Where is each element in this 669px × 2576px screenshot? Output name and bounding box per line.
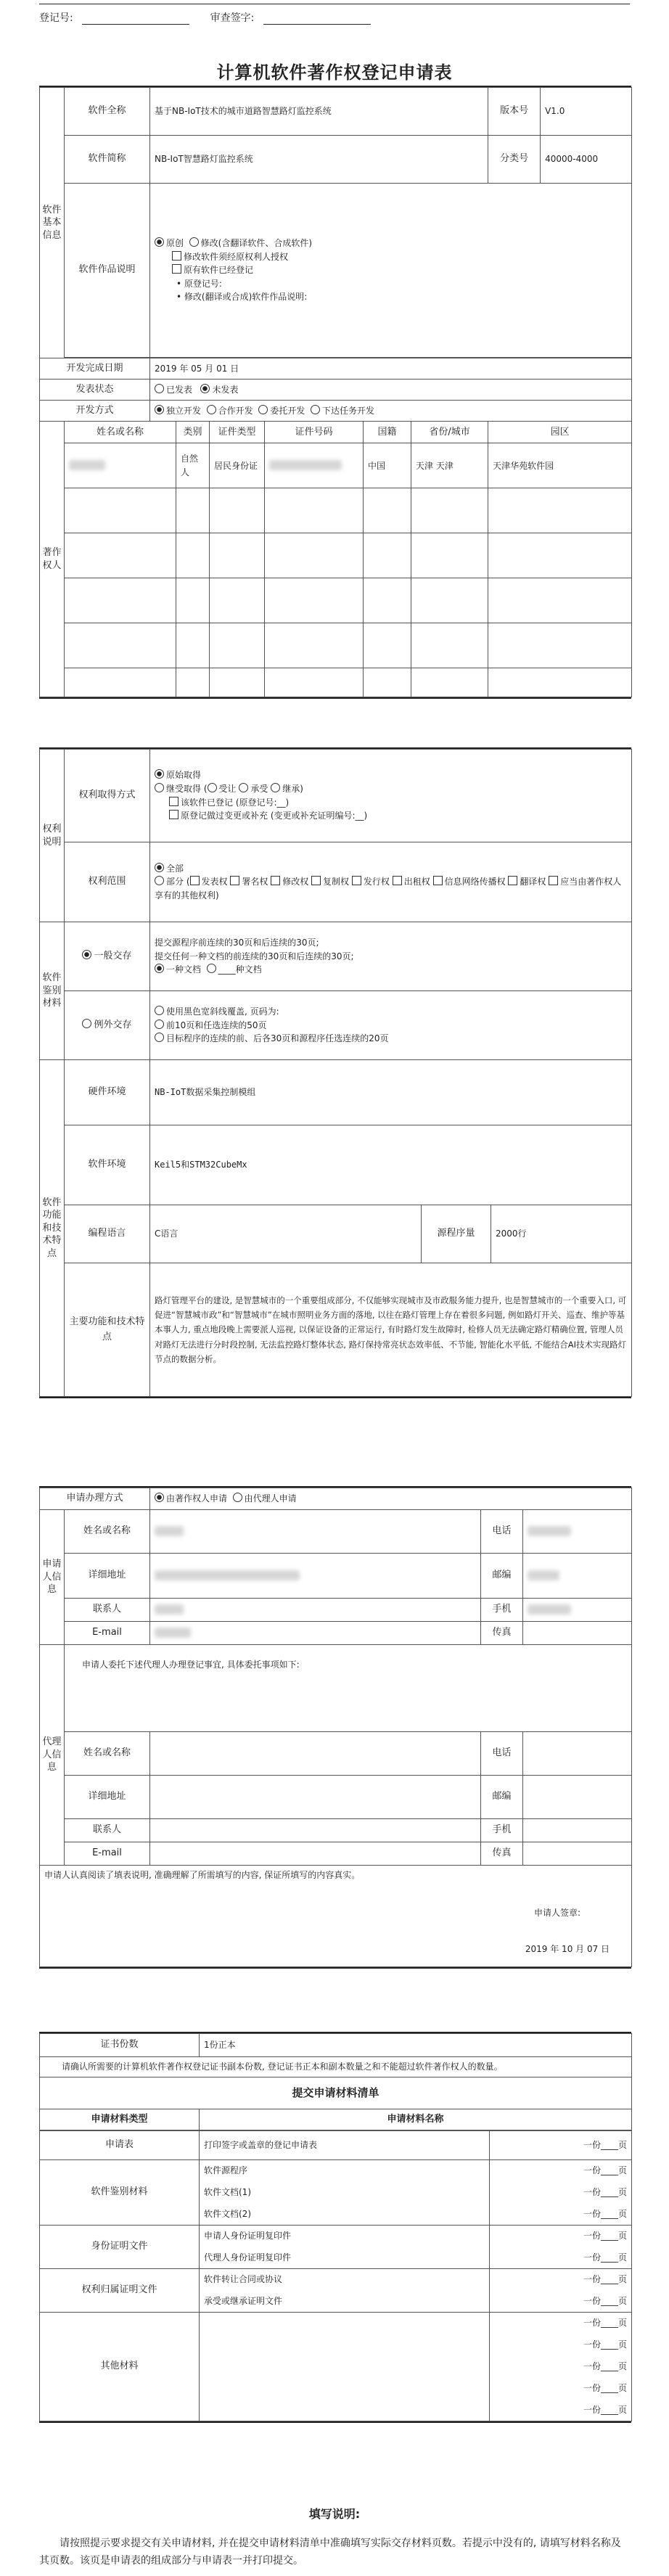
general-deposit-cell <box>65 922 150 991</box>
material-copies[interactable] <box>490 2399 632 2421</box>
table-row <box>40 578 632 623</box>
general-label: 一般交存 <box>94 950 132 961</box>
material-name: 承受或继承证明文件 <box>200 2290 490 2312</box>
declaration-cell <box>40 1866 632 1967</box>
owner-idno-redacted[interactable] <box>265 443 364 488</box>
footer-text: 请按照提示要求提交有关申请材料, 并在提交申请材料清单中准确填写实际交存材料页数。若提示中没有的, 请填写材料名称及其页数。该页是申请表的组成部分与申请表一并打印提交。 <box>39 2538 621 2567</box>
dev-mode-cell <box>150 401 632 422</box>
material-copies[interactable] <box>490 2377 632 2399</box>
owner-col-nationality: 国籍 <box>364 422 411 443</box>
sheet-software-info <box>39 86 631 699</box>
scope-item: 信息网络传播权 <box>444 877 506 887</box>
general-radio[interactable] <box>82 950 91 959</box>
sw-section-label: 软件基本信息 <box>40 88 65 358</box>
page-title: 计算机软件著作权登记申请表 <box>216 62 453 83</box>
page-unit: 页 <box>617 2274 627 2285</box>
copies-label: 证书份数 <box>40 2034 200 2057</box>
hw-value[interactable]: NB-IoT数据采集控制模组 <box>150 1060 632 1125</box>
independent-label: 独立开发 <box>166 406 202 417</box>
top-rule <box>39 0 630 4</box>
lines-value[interactable]: 2000行 <box>491 1205 632 1263</box>
agent-intro: 申请人委托下述代理人办理登记事宜, 具体委托事项如下: <box>65 1645 632 1732</box>
material-type: 申请表 <box>40 2130 200 2159</box>
transfer-radio[interactable] <box>208 783 217 792</box>
page-unit: 页 <box>617 2140 627 2151</box>
material-row <box>40 2159 632 2181</box>
owner-col-category: 类别 <box>176 422 210 443</box>
sign-date: 2019 年 10 月 07 日 <box>525 1944 610 1954</box>
material-row <box>40 2268 632 2290</box>
material-copies[interactable] <box>490 2225 632 2247</box>
scope-label: 权利范围 <box>65 842 150 922</box>
reg-no-field[interactable] <box>82 14 189 25</box>
material-name: 软件转让合同或协议 <box>200 2268 490 2290</box>
page-unit: 页 <box>617 2383 627 2394</box>
sw-env-label: 软件环境 <box>65 1125 150 1205</box>
page-blank[interactable]: ____ <box>600 2140 618 2151</box>
material-type: 权利归属证明文件 <box>40 2268 200 2312</box>
owner-name-redacted[interactable] <box>65 443 176 488</box>
agent-zip-label: 邮编 <box>481 1776 523 1819</box>
dev-mode-label: 开发方式 <box>40 401 150 422</box>
page-unit: 页 <box>617 2231 627 2241</box>
one-doc-radio[interactable] <box>155 964 164 973</box>
copy-unit: 一份 <box>583 2274 601 2285</box>
material-type: 其他材料 <box>40 2312 200 2421</box>
material-copies[interactable] <box>490 2312 632 2334</box>
material-name <box>200 2377 490 2399</box>
owner-park[interactable]: 天津华苑软件园 <box>488 443 632 488</box>
change-label: 原登记做过变更或补充 (变更或补充证明编号:__) <box>181 811 368 821</box>
app-name-value[interactable] <box>150 1510 481 1554</box>
agent-contact-value[interactable] <box>150 1819 481 1842</box>
material-copies[interactable] <box>490 2268 632 2290</box>
list-col-type: 申请材料类型 <box>40 2109 200 2130</box>
copy-unit: 一份 <box>583 2404 601 2415</box>
inherit-acquire-label: 继受取得 <box>166 783 202 794</box>
material-name: 申请人身份证明复印件 <box>200 2225 490 2247</box>
orig-reg-no-label: • 原登记号: <box>176 278 222 289</box>
except-text-2: 前10页和任选连续的50页 <box>166 1020 267 1030</box>
hw-label: 硬件环境 <box>65 1060 150 1125</box>
page-blank[interactable]: ____ <box>600 2339 618 2350</box>
except-deposit-cell <box>65 991 150 1060</box>
acquire-label: 权利取得方式 <box>65 750 150 842</box>
agent-addr-value[interactable] <box>150 1776 481 1819</box>
table-row <box>40 533 632 578</box>
unpublished-label: 未发表 <box>212 384 239 395</box>
scope-item: 发行权 <box>363 877 390 887</box>
page-unit: 页 <box>617 2165 627 2176</box>
change-checkbox[interactable] <box>169 810 178 819</box>
main-feature-value[interactable]: 路灯管理平台的建设, 是智慧城市的一个重要组成部分, 不仅能够实现城市及市政服务能力提升, 也是智慧城市的一个重要入口, 可促进“智慧城市政”和“智慧城市”在城市照明业务方面的落地, 以往在路灯管理上存在着很多问题, 例如路灯开关、巡查、维护等基本事人力, 重点地段晚上需要派人巡视, 以保证设备的正常运行, 有时路灯发生故障时, 检修人员无法确定路灯精确位置, 管理人员对路灯无法进行分时段控制, 无法监控路灯整体状态, 路灯保持常亮状态效率低、不节能, 智能化水平低, 不能结合AI技术实现路灯节点的数据分析。 <box>150 1263 632 1397</box>
copy-unit: 一份 <box>583 2318 601 2329</box>
copy-unit: 一份 <box>583 2361 601 2372</box>
scope-part-label: 部分 <box>166 877 184 887</box>
agent-email-label: E-mail <box>65 1842 150 1866</box>
agent-mobile-value[interactable] <box>523 1819 632 1842</box>
except-deposit-text <box>150 991 632 1060</box>
scope-item: 出租权 <box>403 877 430 887</box>
app-phone-value[interactable] <box>523 1510 632 1554</box>
scope-all-label: 全部 <box>166 863 184 874</box>
material-copies[interactable] <box>490 2355 632 2377</box>
page-unit: 页 <box>617 2318 627 2329</box>
ident-section-label: 软件鉴别材料 <box>40 922 65 1060</box>
copy-unit: 一份 <box>583 2208 601 2219</box>
general-text-2: 提交任何一种文档的前连续的30页和后连续的30页; <box>155 951 354 961</box>
by-agent-radio[interactable] <box>233 1493 242 1502</box>
material-copies[interactable] <box>490 2290 632 2312</box>
owner-city[interactable]: 天津 天津 <box>411 443 488 488</box>
except-radio[interactable] <box>82 1019 91 1028</box>
app-name-label: 姓名或名称 <box>65 1510 150 1554</box>
general-text-1: 提交源程序前连续的30页和后连续的30页; <box>155 938 319 948</box>
work-desc-cell <box>150 184 632 358</box>
table-row <box>40 488 632 533</box>
except-label: 例外交存 <box>94 1019 132 1030</box>
scope-item-checkbox[interactable] <box>190 876 200 885</box>
scope-item-checkbox[interactable] <box>230 876 239 885</box>
material-copies[interactable] <box>490 2130 632 2159</box>
scope-part-radio[interactable] <box>155 876 164 885</box>
sign-label: 申请人签章: <box>534 1908 581 1918</box>
agent-fax-value[interactable] <box>523 1842 632 1866</box>
material-name <box>200 2312 490 2334</box>
acquire-cell: 原始取得 继受取得 ( 受让 承受 继承) 该软件已登记 (原登记号:__) 原登记做过变更或补充 (变更或补充证明编号:__) <box>150 750 632 842</box>
sheet-certificate <box>39 2032 631 2423</box>
page-blank[interactable]: ____ <box>600 2383 618 2394</box>
material-copies[interactable] <box>490 2181 632 2203</box>
version-label: 版本号 <box>488 88 541 136</box>
scope-item: 发表权 <box>201 877 228 887</box>
page-unit: 页 <box>617 2339 627 2350</box>
app-fax-label: 传真 <box>481 1622 523 1645</box>
original-acquire-radio[interactable] <box>155 769 164 779</box>
inheritance-radio[interactable] <box>271 783 280 792</box>
agent-name-value[interactable] <box>150 1732 481 1776</box>
material-name <box>200 2355 490 2377</box>
material-name: 软件文档(1) <box>200 2181 490 2203</box>
agent-zip-value[interactable] <box>523 1776 632 1819</box>
registered-label: 原有软件已经登记 <box>184 265 254 276</box>
original-radio[interactable] <box>155 237 164 247</box>
page-unit: 页 <box>617 2295 627 2306</box>
review-sig-label: 审查签字: <box>210 12 255 24</box>
published-radio[interactable] <box>155 384 164 393</box>
except-opt3-radio[interactable] <box>155 1033 164 1042</box>
scope-item-checkbox[interactable] <box>311 876 321 885</box>
modified-radio[interactable] <box>189 237 199 247</box>
page-blank[interactable]: ____ <box>600 2361 618 2372</box>
scope-cell: 全部 部分 ( 发表权 署名权 修改权 复制权 发行权 出租权 信息网络传播权 翻译权 应当由著作权人享有的其他权利) <box>150 842 632 922</box>
commissioned-radio[interactable] <box>258 405 268 414</box>
owner-nationality[interactable]: 中国 <box>364 443 411 488</box>
copy-unit: 一份 <box>583 2252 601 2263</box>
material-name: 软件文档(2) <box>200 2203 490 2225</box>
already-reg-checkbox[interactable] <box>169 797 178 806</box>
category-label: 分类号 <box>488 136 541 184</box>
table-row <box>40 443 632 488</box>
table-row <box>40 623 632 668</box>
owner-category[interactable]: 自然人 <box>176 443 210 488</box>
app-phone-label: 电话 <box>481 1510 523 1554</box>
category-value[interactable]: 40000-4000 <box>541 136 632 184</box>
cooperative-label: 合作开发 <box>218 406 253 417</box>
version-value[interactable]: V1.0 <box>541 88 632 136</box>
material-name: 代理人身份证明复印件 <box>200 2247 490 2268</box>
sheet-rights <box>39 747 631 1398</box>
publish-label: 发表状态 <box>40 380 150 401</box>
material-copies[interactable] <box>490 2159 632 2181</box>
page-unit: 页 <box>617 2361 627 2372</box>
page-blank[interactable]: ____ <box>600 2165 618 2176</box>
scope-item-checkbox[interactable] <box>352 876 361 885</box>
material-copies[interactable] <box>490 2247 632 2268</box>
scope-item-checkbox[interactable] <box>433 876 443 885</box>
lines-label: 源程序量 <box>422 1205 491 1263</box>
agent-mobile-label: 手机 <box>481 1819 523 1842</box>
copy-unit: 一份 <box>583 2140 601 2151</box>
succession-label: 承受 <box>250 783 268 794</box>
owner-idtype[interactable]: 居民身份证 <box>210 443 265 488</box>
agent-contact-label: 联系人 <box>65 1819 150 1842</box>
material-table <box>39 2130 632 2421</box>
scope-item: 署名权 <box>242 877 268 887</box>
page-blank[interactable]: ____ <box>600 2252 618 2263</box>
one-doc-label: 一种文档 <box>166 964 202 975</box>
cooperative-radio[interactable] <box>207 405 216 414</box>
registered-checkbox[interactable] <box>172 264 181 274</box>
sw-env-value[interactable]: Keil5和STM32CubeMx <box>150 1125 632 1205</box>
app-addr-label: 详细地址 <box>65 1554 150 1599</box>
sheet-applicant <box>39 1486 631 1969</box>
list-col-name: 申请材料名称 <box>200 2109 632 2130</box>
independent-radio[interactable] <box>155 405 164 414</box>
owner-col-name: 姓名或名称 <box>65 422 176 443</box>
copies-value[interactable]: 1份正本 <box>200 2034 632 2057</box>
mode-cell <box>150 1488 632 1510</box>
owner-col-city: 省份/城市 <box>411 422 488 443</box>
material-copies[interactable] <box>490 2334 632 2355</box>
original-acquire-label: 原始取得 <box>166 770 202 781</box>
page-blank[interactable]: ____ <box>600 2274 618 2285</box>
rights-section-label: 权利说明 <box>40 750 65 922</box>
page-blank[interactable]: ____ <box>600 2208 618 2219</box>
reg-no-label: 登记号: <box>39 12 73 24</box>
app-fax-value[interactable] <box>523 1622 632 1645</box>
owner-col-park: 园区 <box>488 422 632 443</box>
multi-doc-radio[interactable] <box>207 964 216 973</box>
page-unit: 页 <box>617 2208 627 2219</box>
scope-item: 应当由著作权人享有的其他权利 <box>155 877 622 901</box>
copy-unit: 一份 <box>583 2383 601 2394</box>
page-unit: 页 <box>617 2252 627 2263</box>
scope-item-checkbox[interactable] <box>271 876 280 885</box>
except-opt1-radio[interactable] <box>155 1006 164 1015</box>
owner-section-label: 著作权人 <box>40 422 65 697</box>
agent-addr-label: 详细地址 <box>65 1776 150 1819</box>
app-contact-value[interactable] <box>150 1599 481 1622</box>
general-deposit-text: 提交源程序前连续的30页和后连续的30页; 提交任何一种文档的前连续的30页和后连续的30页; 一种文档 ____种文档 <box>150 922 632 991</box>
page-blank[interactable]: ____ <box>600 2187 618 2198</box>
material-name: 软件源程序 <box>200 2159 490 2181</box>
agent-section-label: 代理人信息 <box>40 1645 65 1866</box>
scope-item-checkbox[interactable] <box>508 876 517 885</box>
material-copies[interactable] <box>490 2203 632 2225</box>
transfer-label: 受让 <box>218 783 237 794</box>
full-name-value[interactable]: 基于NB-IoT技术的城市道路智慧路灯监控系统 <box>150 88 488 136</box>
short-name-value[interactable]: NB-IoT智慧路灯监控系统 <box>150 136 488 184</box>
unpublished-radio[interactable] <box>200 384 210 393</box>
material-row <box>40 2312 632 2334</box>
succession-radio[interactable] <box>239 783 248 792</box>
app-zip-label: 邮编 <box>481 1554 523 1599</box>
copy-unit: 一份 <box>583 2231 601 2241</box>
agent-fax-label: 传真 <box>481 1842 523 1866</box>
scope-item: 翻译权 <box>520 877 546 887</box>
full-name-label: 软件全称 <box>65 88 150 136</box>
scope-item: 修改权 <box>282 877 309 887</box>
dev-date-label: 开发完成日期 <box>40 358 150 380</box>
mode-label: 申请办理方式 <box>40 1488 150 1510</box>
scope-item: 复制权 <box>323 877 350 887</box>
material-name: 打印签字或盖章的登记申请表 <box>200 2130 490 2159</box>
agent-phone-label: 电话 <box>481 1732 523 1776</box>
app-mobile-value[interactable] <box>523 1599 632 1622</box>
assigned-label: 下达任务开发 <box>321 406 374 417</box>
app-contact-label: 联系人 <box>65 1599 150 1622</box>
material-name <box>200 2334 490 2355</box>
material-name <box>200 2399 490 2421</box>
copies-note: 请确认所需要的计算机软件著作权登记证书副本份数, 登记证书正本和副本数量之和不能超过软件著作权人的数量。 <box>40 2057 632 2077</box>
copy-unit: 一份 <box>583 2187 601 2198</box>
list-title: 提交申请材料清单 <box>40 2077 632 2109</box>
agent-email-value[interactable] <box>150 1842 481 1866</box>
agent-name-label: 姓名或名称 <box>65 1732 150 1776</box>
published-label: 已发表 <box>166 384 193 395</box>
except-text-1: 使用黑色宽斜线覆盖, 页码为: <box>166 1006 279 1017</box>
except-opt2-radio[interactable] <box>155 1020 164 1029</box>
declaration-text: 申请人认真阅读了填表说明, 准确理解了所需填写的内容, 保证所填写的内容真实。 <box>44 1870 361 1880</box>
by-owner-label: 由著作权人申请 <box>166 1493 228 1504</box>
copy-unit: 一份 <box>583 2339 601 2350</box>
page-blank[interactable]: ____ <box>600 2231 618 2241</box>
page-blank[interactable]: ____ <box>600 2295 618 2306</box>
assigned-radio[interactable] <box>311 405 320 414</box>
original-label: 原创 <box>166 238 184 249</box>
app-zip-value[interactable] <box>523 1554 632 1599</box>
mod-desc-label: • 修改(翻译或合成)软件作品说明: <box>176 292 308 303</box>
auth-checkbox[interactable] <box>172 251 181 261</box>
except-text-3: 目标程序的连续的前、后各30页和源程序任选连续的20页 <box>166 1033 389 1044</box>
commissioned-label: 委托开发 <box>270 406 305 417</box>
work-desc-label: 软件作品说明 <box>65 184 150 358</box>
lang-value[interactable]: C语言 <box>150 1205 422 1263</box>
page-blank[interactable]: ____ <box>600 2318 618 2329</box>
copy-unit: 一份 <box>583 2165 601 2176</box>
scope-all-radio[interactable] <box>155 863 164 872</box>
already-reg-label: 该软件已登记 (原登记号:__) <box>181 797 290 808</box>
owner-col-idtype: 证件类型 <box>210 422 265 443</box>
short-name-label: 软件简称 <box>65 136 150 184</box>
by-agent-label: 由代理人申请 <box>244 1493 297 1504</box>
multi-doc-label: 种文档 <box>235 964 262 975</box>
inheritance-label: 继承 <box>282 783 300 794</box>
dev-date-value[interactable]: 2019 年 05 月 01 日 <box>150 358 632 380</box>
footer-title: 填写说明: <box>308 2507 361 2521</box>
review-sig-field[interactable] <box>263 14 371 25</box>
header-row <box>39 10 630 41</box>
inherit-acquire-radio[interactable] <box>155 783 164 792</box>
table-row <box>40 668 632 697</box>
auth-label: 修改软件须经原权利人授权 <box>184 251 289 262</box>
page-unit: 页 <box>617 2404 627 2415</box>
app-addr-value[interactable] <box>150 1554 481 1599</box>
app-email-value[interactable] <box>150 1622 481 1645</box>
copy-unit: 一份 <box>583 2295 601 2306</box>
agent-phone-value[interactable] <box>523 1732 632 1776</box>
owner-col-idno: 证件号码 <box>265 422 364 443</box>
scope-item-checkbox[interactable] <box>549 876 558 885</box>
material-row <box>40 2225 632 2247</box>
page-blank[interactable]: ____ <box>600 2404 618 2415</box>
material-row <box>40 2130 632 2159</box>
app-mobile-label: 手机 <box>481 1599 523 1622</box>
lang-label: 编程语言 <box>65 1205 150 1263</box>
scope-item-checkbox[interactable] <box>393 876 402 885</box>
modified-label: 修改(含翻译软件、合成软件) <box>200 238 313 249</box>
publish-cell <box>150 380 632 401</box>
page-unit: 页 <box>617 2187 627 2198</box>
main-feature-label: 主要功能和技术特点 <box>65 1263 150 1397</box>
applicant-section-label: 申请人信息 <box>40 1510 65 1645</box>
material-type: 软件鉴别材料 <box>40 2159 200 2225</box>
features-section-label: 软件功能和技术特点 <box>40 1060 65 1397</box>
material-type: 身份证明文件 <box>40 2225 200 2268</box>
app-email-label: E-mail <box>65 1622 150 1645</box>
by-owner-radio[interactable] <box>155 1493 164 1502</box>
